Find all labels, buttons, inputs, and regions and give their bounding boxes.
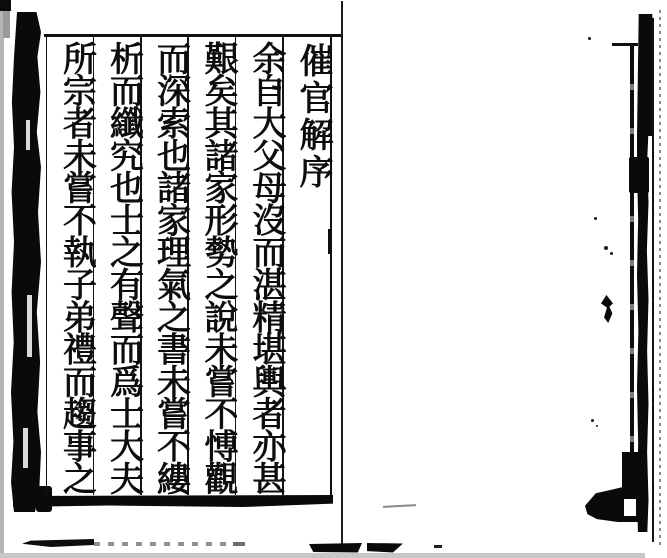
- right-binding-ink-blob: [585, 486, 645, 522]
- gutter-paper-fleck: [26, 120, 30, 150]
- text-column-2: 艱矣其諸家形勢之說未嘗不愽觀: [198, 41, 238, 494]
- scan-top-left-corner-mark: [0, 0, 11, 11]
- bottom-ink-smudge: [367, 543, 403, 553]
- bottom-ink-smudge: [94, 542, 234, 546]
- bottom-ink-smudge: [434, 545, 442, 548]
- bottom-ink-smudge: [309, 543, 362, 553]
- ink-speck: [604, 246, 608, 250]
- text-column-5: 所宗者未嘗不執子弟禮而趨事之: [56, 41, 97, 494]
- bottom-ink-smudge: [233, 542, 245, 546]
- gutter-paper-fleck: [27, 295, 32, 357]
- right-binding-line: [630, 46, 634, 488]
- scan-top-left-shadow: [3, 11, 10, 38]
- scan-right-edge-line: [652, 18, 654, 542]
- bottom-ink-smudge: [22, 539, 94, 547]
- right-binding-paper-gap: [624, 499, 636, 516]
- title-column-ink-dash: [328, 229, 332, 254]
- column-divider: [46, 36, 48, 495]
- scan-right-speckle: [659, 10, 661, 545]
- scan-scratch-mark: [383, 504, 416, 508]
- ink-speck: [594, 217, 597, 220]
- ink-speck: [591, 419, 594, 422]
- text-column-4: 析而纖究也士之有聲而爲士大夫: [103, 41, 144, 494]
- text-column-1: 余自大父母沒而湛精堪輿者亦甚: [246, 41, 286, 494]
- scan-bottom-edge: [0, 553, 645, 558]
- text-frame-top-border: [44, 34, 343, 37]
- gutter-paper-fleck: [23, 428, 28, 468]
- page-edge-line: [341, 1, 343, 546]
- right-binding-ink-bulge: [629, 157, 649, 193]
- title-column: 催官解序: [293, 43, 333, 191]
- scan-left-edge: [0, 0, 4, 558]
- ink-speck: [588, 37, 591, 40]
- text-column-3: 而深索也諸家理氣之書未嘗不縷: [150, 41, 191, 494]
- ink-speck: [596, 425, 598, 427]
- ink-smear-mark: [601, 295, 613, 323]
- text-frame-bottom-border: [13, 495, 333, 507]
- ink-speck: [610, 252, 613, 255]
